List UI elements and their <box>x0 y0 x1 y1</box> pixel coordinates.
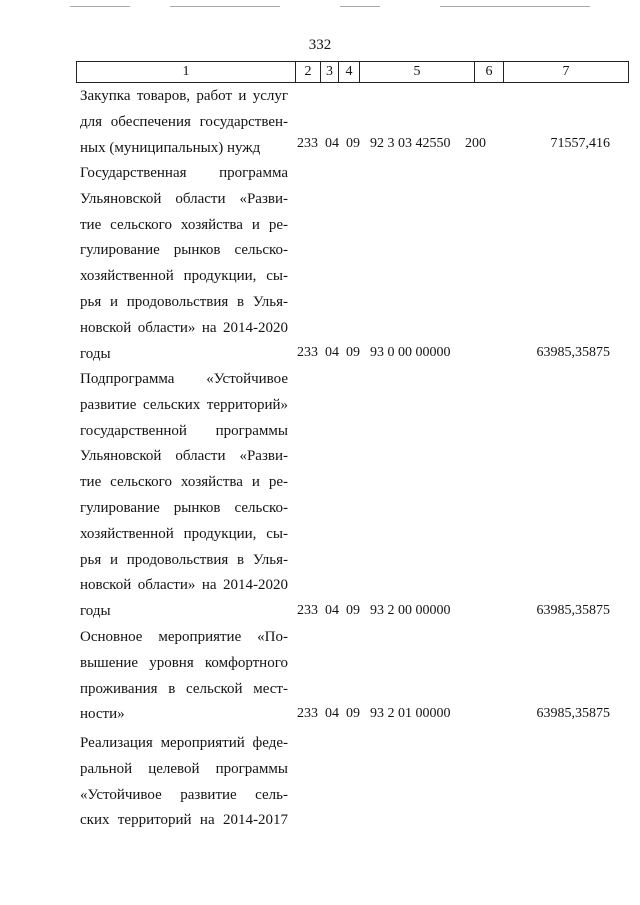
code-col6: 200 <box>465 136 486 151</box>
description-line: Ульяновской области «Разви- <box>80 448 288 465</box>
description-line: хозяйственной продукции, сы- <box>80 525 288 542</box>
row-description <box>80 731 288 834</box>
description-line: хозяйственной продукции, сы- <box>80 268 288 285</box>
column-header-4: 4 <box>339 62 360 83</box>
code-col4: 09 <box>346 136 360 151</box>
row-codes <box>297 134 610 154</box>
description-line: развитие сельских территорий» <box>80 396 288 413</box>
description-line: Основное мероприятие «По- <box>80 629 288 645</box>
column-header-7: 7 <box>504 62 629 83</box>
description-line: Реализация мероприятий феде- <box>80 735 288 751</box>
description-line: проживания в сельской мест- <box>80 680 288 697</box>
code-col3: 04 <box>325 603 339 618</box>
description-line: ральной целевой программы <box>80 760 288 777</box>
description-line: гулирование рынков сельско- <box>80 499 288 516</box>
description-line: для обеспечения государствен- <box>80 113 288 130</box>
code-col2: 233 <box>297 706 318 721</box>
code-col5: 92 3 03 42550 <box>370 136 451 151</box>
description-line: ских территорий на 2014-2017 <box>80 812 288 829</box>
code-col2: 233 <box>297 136 318 151</box>
page-number: 332 <box>308 37 332 53</box>
description-line: гулирование рынков сельско- <box>80 242 288 259</box>
description-line: Закупка товаров, работ и услуг <box>80 88 288 104</box>
amount-value: 63985,35875 <box>536 603 610 618</box>
description-line: рья и продовольствия в Улья- <box>80 551 288 568</box>
description-line: тие сельского хозяйства и ре- <box>80 216 288 233</box>
amount-value: 63985,35875 <box>536 706 610 721</box>
column-header-5: 5 <box>360 62 475 83</box>
description-line: вышение уровня комфортного <box>80 654 288 671</box>
code-col5: 93 2 00 00000 <box>370 603 451 618</box>
row-codes <box>297 343 610 363</box>
description-line: ных (муниципальных) нужд <box>80 139 261 156</box>
description-line: «Устойчивое развитие сель- <box>80 786 288 803</box>
code-col4: 09 <box>346 345 360 360</box>
row-description <box>80 161 288 367</box>
description-line: годы <box>80 345 111 362</box>
description-line: рья и продовольствия в Улья- <box>80 293 288 310</box>
code-col3: 04 <box>325 136 339 151</box>
description-line: Ульяновской области «Разви- <box>80 190 288 207</box>
row-description <box>80 625 288 728</box>
scan-artifacts <box>0 0 640 12</box>
code-col3: 04 <box>325 345 339 360</box>
code-col2: 233 <box>297 345 318 360</box>
code-col4: 09 <box>346 706 360 721</box>
amount-value: 71557,416 <box>550 136 610 151</box>
row-codes <box>297 601 610 621</box>
amount-value: 63985,35875 <box>536 345 610 360</box>
description-line: новской области» на 2014-2020 <box>80 577 288 594</box>
column-header-table <box>76 61 629 83</box>
code-col3: 04 <box>325 706 339 721</box>
column-header-3: 3 <box>321 62 339 83</box>
row-description <box>80 367 288 625</box>
code-col4: 09 <box>346 603 360 618</box>
column-header-6: 6 <box>475 62 504 83</box>
description-line: Государственная программа <box>80 165 288 181</box>
description-line: Подпрограмма «Устойчивое <box>80 371 288 387</box>
row-description <box>80 84 288 161</box>
code-col2: 233 <box>297 603 318 618</box>
description-line: годы <box>80 603 111 620</box>
description-line: ности» <box>80 706 125 723</box>
description-line: тие сельского хозяйства и ре- <box>80 474 288 491</box>
code-col5: 93 0 00 00000 <box>370 345 451 360</box>
description-line: государственной программы <box>80 422 288 439</box>
column-header-2: 2 <box>296 62 321 83</box>
code-col5: 93 2 01 00000 <box>370 706 451 721</box>
description-line: новской области» на 2014-2020 <box>80 319 288 336</box>
column-header-1: 1 <box>77 62 296 83</box>
row-codes <box>297 704 610 724</box>
